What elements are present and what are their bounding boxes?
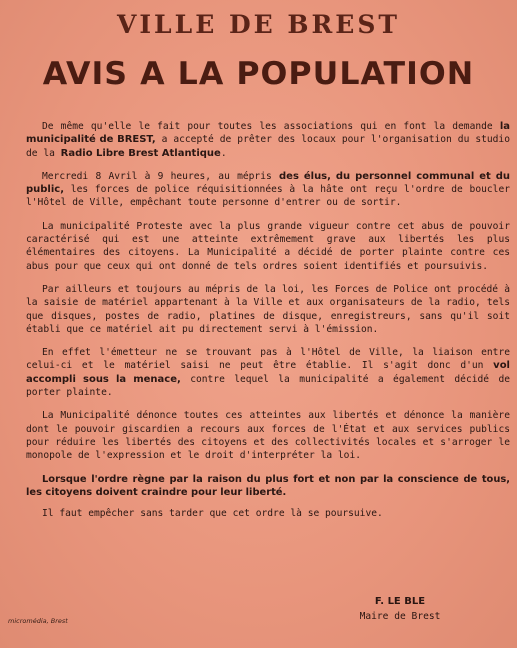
paragraph-text: En effet l'émetteur ne se trouvant pas à l'Hôtel de Ville, la liaison entre celui-ci et le matériel saisi ne peut être établie. Il s'agit donc d'un: [26, 347, 510, 372]
paragraph-text: contre lequel la municipalité a également décidé de porter plainte.: [26, 373, 510, 399]
signatory-name: F. LE BLE: [374, 596, 426, 607]
paragraph-studio: [26, 120, 510, 160]
paragraph-denunciation: La Municipalité dénonce toutes ces atteintes aux libertés et dénonce la manière dont le pouvoir giscardien a recours aux forces de l'État et aux services publics pour réduire les libertés des citoyens et des collectivités locales et s'arroger le monopole de l'expression et le droit d'interpréter la loi.: [26, 410, 510, 462]
poster-body: [26, 120, 510, 521]
signatory-title: Maire de Brest: [359, 611, 441, 622]
poster-title: AVIS A LA POPULATION: [42, 56, 475, 92]
printer-credit: micromédia, Brest: [8, 617, 68, 625]
paragraph-text: les forces de police réquisitionnées à la hâte ont reçu l'ordre de boucler l'Hôtel de Ville, empêchant toute personne d'entrer ou de sortir.: [26, 184, 510, 209]
paragraph-text: a accepté de prêter des locaux pour l'organisation du studio de la: [26, 134, 510, 159]
bold-phrase: des élus, du personnel communal et du public,: [26, 170, 510, 196]
town-heading: VILLE DE BREST: [116, 10, 401, 39]
closing-line: Il faut empêcher sans tarder que cet ordre là se poursuive.: [42, 508, 383, 520]
paragraph-text: Mercredi 8 Avril à 9 heures, au mépris: [42, 170, 280, 182]
paragraph-police-closure: [26, 170, 510, 210]
bold-phrase: Radio Libre Brest Atlantique: [60, 147, 221, 159]
bold-phrase: vol accompli sous la menace,: [26, 360, 510, 385]
paragraph-text: .: [220, 147, 227, 159]
bold-phrase: la municipalité de BREST,: [26, 121, 510, 146]
paragraph-protest: La municipalité Proteste avec la plus grande vigueur contre cet abus de pouvoir caractérisé qui est une atteinte extrêmement grave aux libertés les plus élémentaires des citoyens. La Municipalité a décidé de porter plainte contre ces abus pour que ceux qui ont donné de tels ordres soient identifiés et poursuivis.: [26, 220, 510, 272]
paragraph-theft: [26, 346, 510, 399]
paragraph-text: De même qu'elle le fait pour toutes les associations qui en font la demande: [42, 121, 500, 132]
paragraph-seizure: Par ailleurs et toujours au mépris de la loi, les Forces de Police ont procédé à la saisie de matériel appartenant à la Ville et aux organisateurs de la radio, tels que disques, postes de radio, platines de disque, enregistreurs, sans qu'il soit établi que ce matériel ait pu directement servi à l'émission.: [26, 283, 510, 335]
signature-block: [330, 596, 470, 622]
conclusion-statement: Lorsque l'ordre règne par la raison du plus fort et non par la conscience de tous, les citoyens doivent craindre pour leur liberté.: [26, 473, 510, 498]
